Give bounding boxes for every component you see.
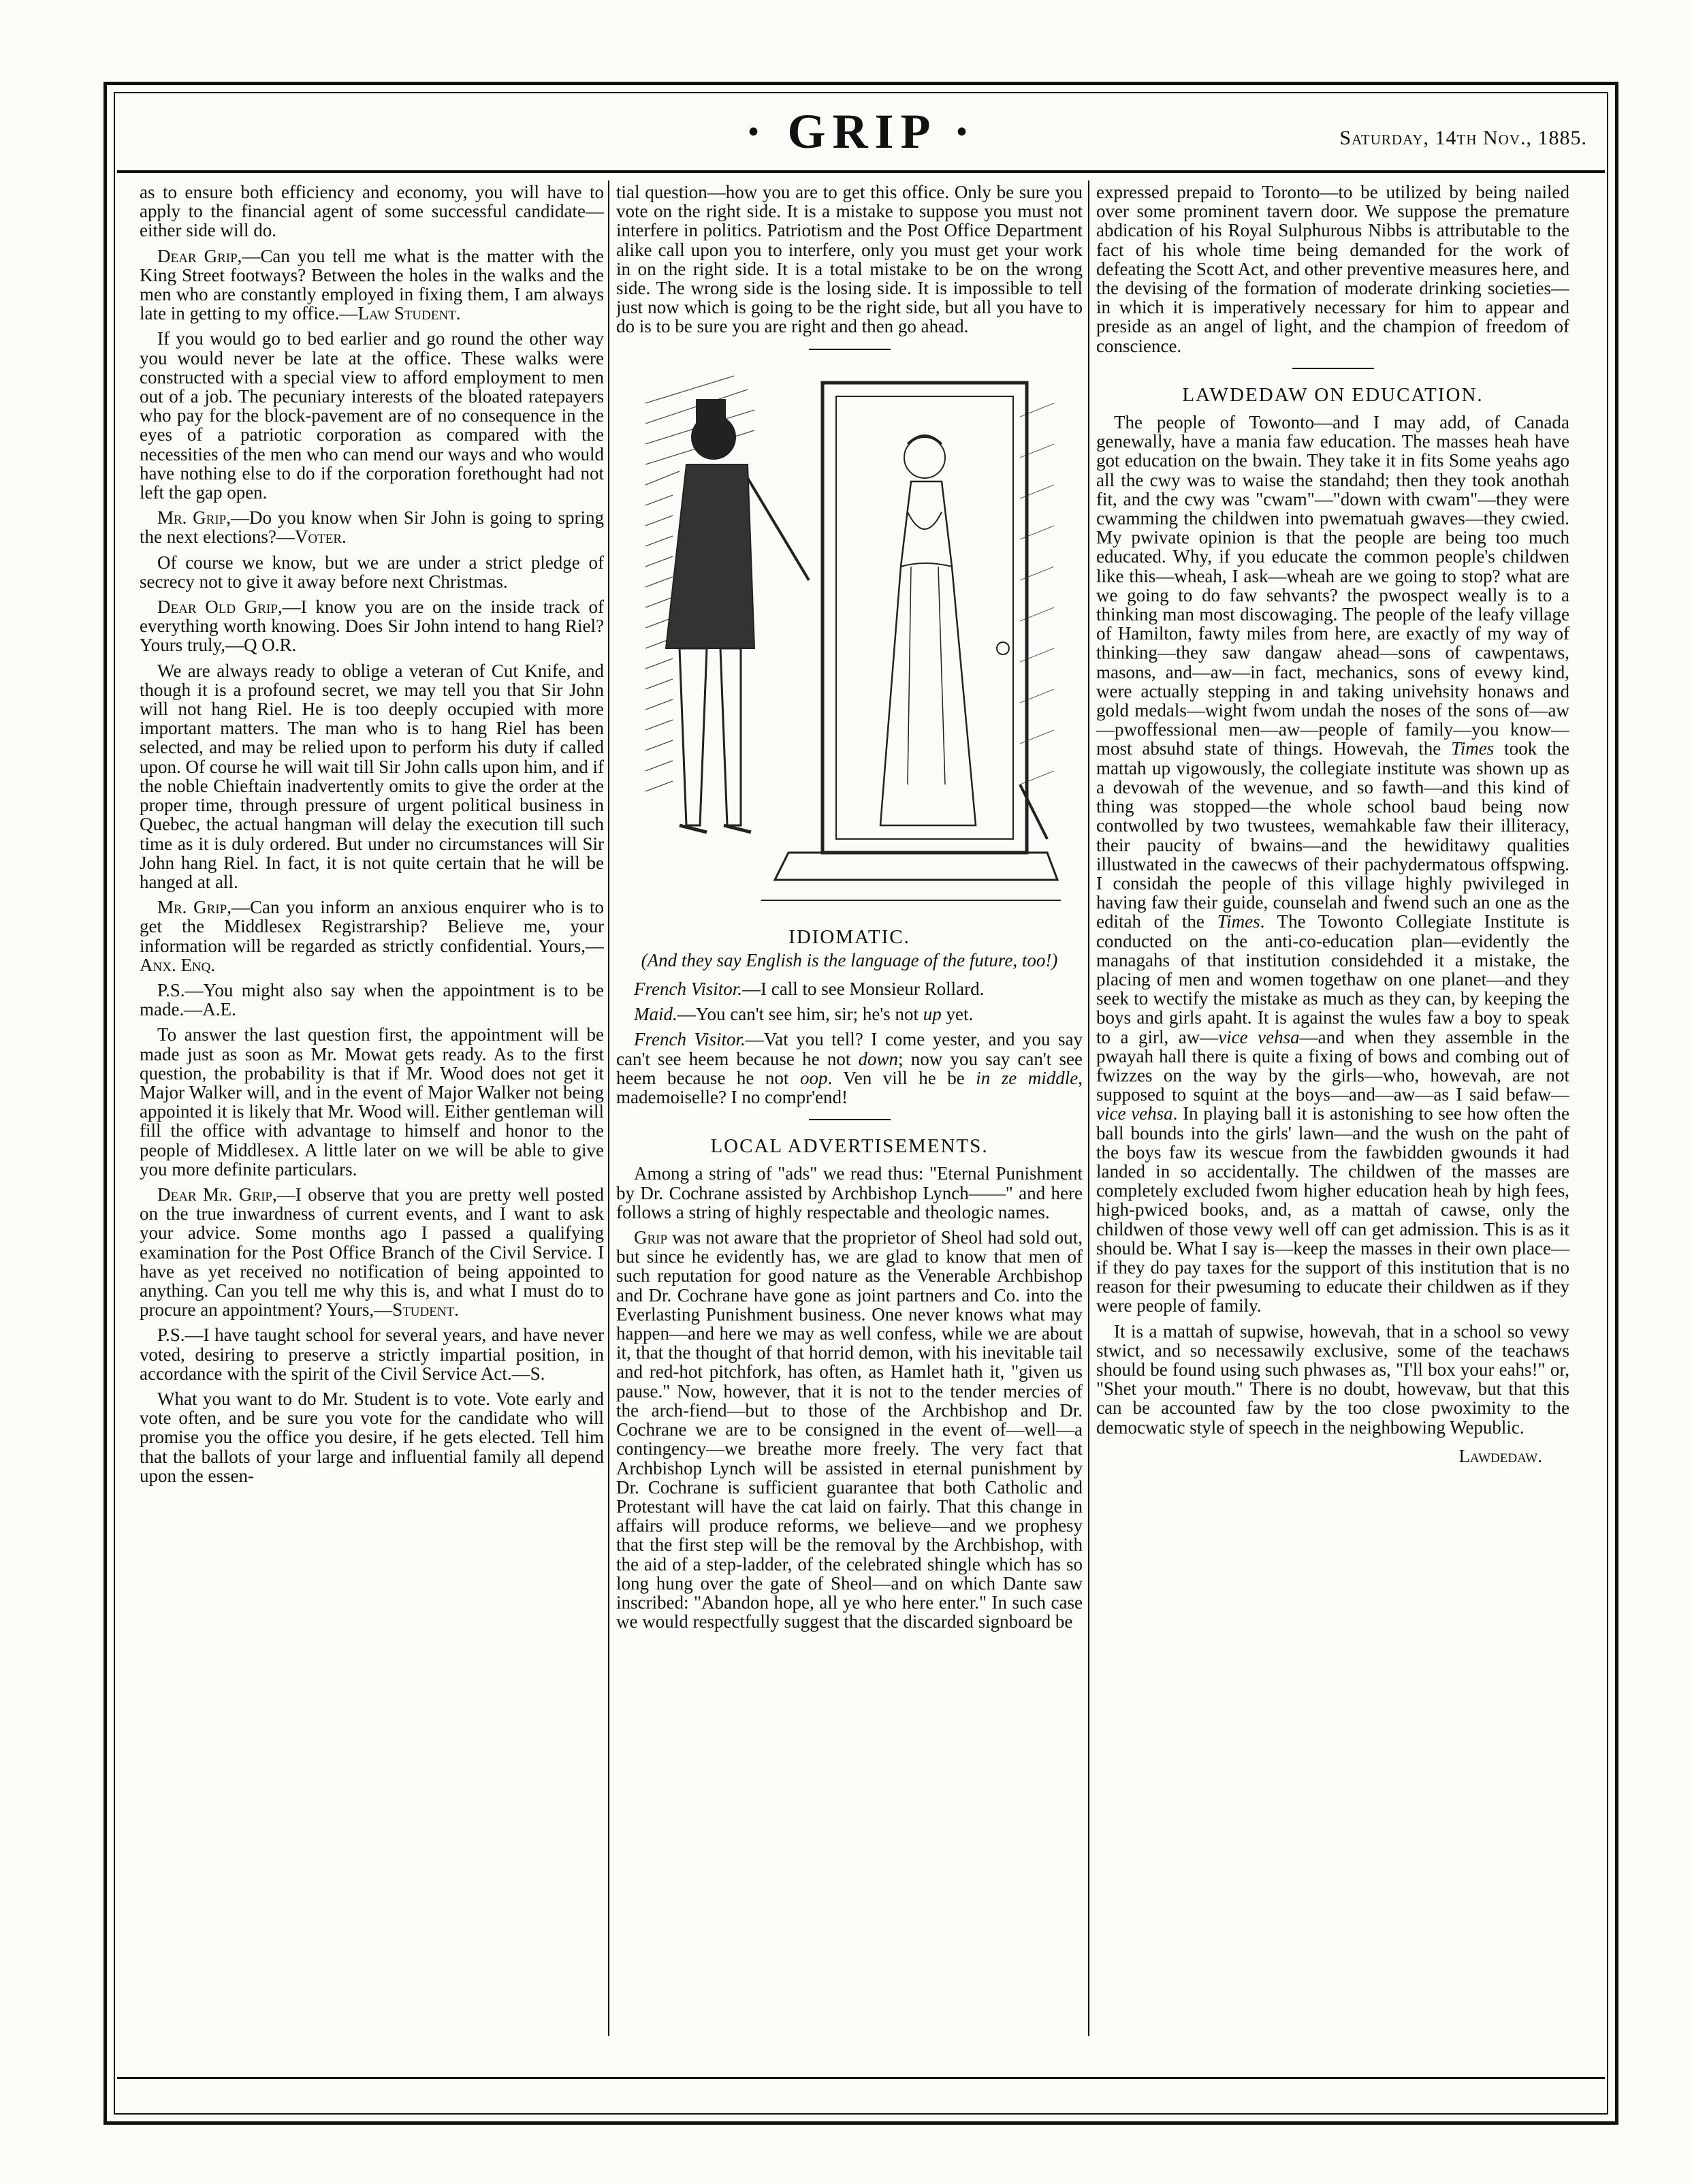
emphasis: in ze middle (976, 1067, 1079, 1088)
reply: To answer the last question first, the appointment will be made just as soon as Mr. Mowat gets ready. As to the first question, the probability is that if Mr. Wood does not get it Major Walker will, and in the event of Major Walker not being appointed it is likely that Mr. Wood will. Either gentleman will fill the office with advantage to himself and honor to the people of Middlesex. A little later on we will be able to give you more definite particulars. (140, 1024, 604, 1180)
speech: —You can't see him, sir; he's not (677, 1004, 923, 1025)
section-heading: LOCAL ADVERTISEMENTS. (710, 1135, 989, 1158)
paragraph (1096, 413, 1569, 1316)
paragraph: expressed prepaid to Toronto—to be utilized by being nailed over some prominent tavern door. We suppose the premature abdication of his Royal Sulphurous Nibbs is attributable to the fact of his whole time being demanded for the work of defeating the Scott Act, and other preventive measures here, and the devising of the formation of moderate drinking societies—in which it is imperatively necessary for him to appear and preside as an angel of light, and the champion of freedom of conscience. (1096, 183, 1569, 356)
paragraph-text: was not aware that the proprietor of Sheol had sold out, but since he evidently has, we are glad to know that men of such reputation for good nature as the Venerable Archbishop and Dr. Cochrane have gone as joint partners and Co. into the Everlasting Punishment business. One never knows what may happen—and here we may as well confess, while we are about it, that the thought of that horrid demon, with his inevitable tail and red-hot pitchfork, has often, as Hamlet hath it, "given us pause." Now, however, that it is not to the tender mercies of the arch-fiend—but to those of the Archbishop and Dr. Cochrane we are to be consigned in the event of—well—a contingency—we breathe more freely. The very fact that Archbishop Lynch will be assisted in eternal punishment by Dr. Cochrane is sufficient guarantee that both Catholic and Protestant will have the cat laid on fairly. That this change in affairs will produce reforms, we believe—and we prophesy that the first step will be the removal by the Archbishop, with the aid of a step-ladder, of the celebrated shingle which has so long hung over the gate of Sheol—and on which Dante saw inscribed: "Abandon hope, all ye who here enter." In such case we would respectfully suggest that the discarded signboard be (616, 1227, 1083, 1632)
emphasis: vice vehsa (1218, 1026, 1300, 1047)
dialogue-line (616, 979, 1083, 998)
salutation: Dear Grip, (157, 245, 242, 266)
speaker: French Visitor. (634, 1029, 746, 1050)
paragraph: tial question—how you are to get this office. Only be sure you vote on the right side. It is a mistake to suppose you must not interfere in politics. Patriotism and the Post Office Department alike call upon you to interfere, only you must get your work in on the right side. It is a total mistake to be on the wrong side. The wrong side is the losing side. It is impossible to tell just now which is going to be the right side, but all you have to do is to be sure you are right and then go ahead. (616, 183, 1083, 337)
emphasis: vice vehsa (1096, 1103, 1173, 1124)
byline-signature: Lawdedaw. (1458, 1445, 1542, 1466)
speech: —Vat you tell? I come yester, and you say can't see heem because he not (616, 1029, 1083, 1069)
letter-body: —I observe that you are pretty well posted on the true inwardness of current events, and I want to ask your advice. Some months ago I passed a qualifying examination for the Post Office Branch of the Civil Service. I have as yet received no notification of being appointed to anything. Can you tell me why this is, and what I must do to procure an appointment? Yours,— (140, 1184, 604, 1320)
reply: Of course we know, but we are under a strict pledge of secrecy not to give it away before next Christmas. (140, 552, 604, 592)
illustration-subtitle: (And they say English is the language of the future, too!) (641, 949, 1058, 970)
salutation: Mr. Grip, (157, 507, 231, 528)
illustration-title: IDIOMATIC. (788, 925, 910, 948)
reply: We are always ready to oblige a veteran of Cut Knife, and though it is a profound secret, we may tell you that Sir John will not hang Riel. He is too deeply occupied with more important matters. The man who is to hang Riel has been selected, and may be relied upon to perform his duty if called upon. Of course he will wait till Sir John calls upon him, and if the noble Chieftain inadvertently omits to give the order at the proper time, through pressure of urgent political business in Quebec, the actual hangman will delay the execution till such time as it is duly ordered. But under no circumstances will Sir John hang Riel. In fact, it is not quite certain that he will be hanged at all. (140, 660, 604, 892)
speaker: Maid. (634, 1004, 677, 1025)
engraving-doorway-visitor-maid-icon (639, 362, 1061, 921)
reply: If you would go to bed earlier and go round the other way you would never be late at the office. These walks were constructed with a special view to afford employment to men out of a job. The pecuniary interests of the bloated ratepayers who pay for the block-pavement are of no consequence in the eyes of a patriotic corporation as compared with the necessities of the men who can mend our ways and who would have nothing else to do if the corporation forethought had not left the gap open. (140, 328, 604, 503)
salutation: Mr. Grip, (157, 897, 232, 918)
letter-body: —Do you know when Sir John is going to spring the next elections?— (140, 507, 604, 548)
section-divider (1292, 368, 1374, 369)
emphasis: down (858, 1048, 899, 1069)
letter (140, 508, 604, 546)
column-rule-1 (608, 180, 609, 2036)
speaker: French Visitor. (634, 979, 742, 1000)
paragraph-text: . The Towonto Collegiate Institute is conducted on the anti-co-education plan—evidently the managahs of that institution considehded it a mistake, the placing of men and women togethaw on one planet—and they seek to wectify the mistake as much as they can, by keeping the boys and girls apaht. It is against the wules faw a boy to speak to a girl, aw— (1096, 911, 1569, 1047)
section-divider (809, 349, 891, 350)
dialogue-line (616, 1004, 1083, 1024)
paragraph: It is a mattah of supwise, howevah, that in a school so vewy stwict, and so necessawily exclusive, some of the teachaws should be found using such phwases as, "I'll box your eahs!" or, "Shet your mouth." There is no doubt, howevaw, but that this can be accounted faw by the too close pwoximity to the democwatic style of speech in the neighbowing Wepublic. (1096, 1320, 1569, 1438)
issue-date: Saturday, 14th Nov., 1885. (1339, 127, 1587, 149)
postscript: P.S.—I have taught school for several years, and have never voted, desiring to preserve a strictly impartial position, in accordance with the spirit of the Civil Service Act.—S. (140, 1325, 604, 1384)
column-rule-2 (1088, 180, 1089, 2036)
speech: . Ven vill he be (827, 1067, 976, 1088)
paragraph (616, 1228, 1083, 1631)
reply: What you want to do Mr. Student is to vote. Vote early and vote often, and be sure you vote for the candidate who will promise you the office you desire, if he gets elected. Tell him that the ballots of your large and influential family all depend upon the essen- (140, 1388, 604, 1486)
speech: yet. (941, 1004, 974, 1025)
newspaper-name: Times (1451, 738, 1495, 759)
salutation: Dear Mr. Grip, (157, 1184, 277, 1205)
letter-signature: Anx. Enq. (140, 954, 216, 975)
bottom-rule (117, 2077, 1605, 2079)
letter (140, 597, 604, 655)
letter-signature: Student. (392, 1299, 459, 1320)
emphasis: oop (799, 1067, 828, 1088)
letter-body: —Can you inform an anxious enquirer who is to get the Middlesex Registrarship? Believe me, your information will be regarded as strictly confidential. Yours,— (140, 897, 604, 956)
column-3 (1096, 183, 1569, 2035)
emphasis: up (923, 1004, 942, 1025)
publication-name: Grip (634, 1227, 668, 1248)
section-heading: LAWDEDAW ON EDUCATION. (1182, 383, 1484, 406)
column-2 (616, 183, 1083, 2035)
speech: , mademoiselle? I no compr'end! (616, 1067, 1083, 1108)
paragraph-text: took the mattah up vigowously, the collegiate institute was shown up as a devowah of the wevenue, and so fawth—and this kind of thing was stopped—the whole school baud being now contwolled by two twustees, wemahkable faw their illiteracy, their paucity of bwains—and the hewiditawy qualities illustwated in the cawecws of their pachydermatous offspwing. I considah the people of this village highly pwivileged in having faw their guide, counselah and fwend such an one as the editah of the (1096, 738, 1569, 932)
speech: ; now you say can't see heem because he not (616, 1048, 1083, 1088)
paragraph: Among a string of "ads" we read thus: "Eternal Punishment by Dr. Cochrane assisted by Archbishop Lynch——" and here follows a string of highly respectable and theologic names. (616, 1163, 1083, 1222)
letter-signature: Voter. (294, 526, 347, 548)
letter (140, 1185, 604, 1319)
letter-body: —I know you are on the inside track of everything worth knowing. Does Sir John intend to hang Riel? Yours truly,—Q O.R. (140, 597, 604, 656)
paragraph-text: —and when they assemble in the pwayah hall there is quite a fixing of bows and combing out of fwizzes on the way by the girls—who, howevah, are not supposed to squint at the boys—and—aw—as I said befaw— (1096, 1026, 1569, 1105)
postscript: P.S.—You might also say when the appointment is to be made.—A.E. (140, 979, 604, 1020)
dialogue-line (616, 1030, 1083, 1107)
speech: —I call to see Monsieur Rollard. (741, 979, 985, 1000)
masthead-title: · GRIP · (745, 104, 977, 159)
letter-signature: Law Student. (357, 303, 461, 324)
column-1 (140, 183, 604, 2035)
letter (140, 247, 604, 323)
paragraph-text: . In playing ball it is astonishing to see how often the ball bounds into the girls' lawn—and the wush on the paht of the boys faw its wescue from the fawbidden gwounds it had landed in so accidentally. The childwen of the masses are completely excluded fwom higher education heah by high fees, high-pwiced books, and, as a mattah of cawse, only the childwen of those vewy well off can get admission. This is as it should be. What I say is—keep the masses in their own place—if they do pay taxes for the support of this institution that is no reason for their pwesuming to educate their childwen as if they were people of family. (1096, 1103, 1569, 1316)
paragraph-text: The people of Towonto—and I may add, of Canada genewally, have a mania faw education. The masses heah have got education on the bwain. They take it in fits Some yeahs ago all the cwy was to waise the standahd; then they took anothah fit, and the cwy was "cwam"—"down with cwam"—they were cwamming the childwen into pwematuah gwaves—they cwied. My pwivate opinion is that the people are being too much educated. Why, if you educate the common people's childwen like this—wheah, I ask—wheah are we going to stop? what are we going to do faw sehvants? the pwospect weally is to a thinking man most discowaging. The people of the leafy village of Hamilton, fawty miles from here, are exactly of my way of thinking—they saw dangaw ahead—sons of cawpentaws, masons, and—aw—in fact, mechanics, sons of evewy kind, were actually stepping in and taking univehsity honaws and gold medals—wight fwom undah the noses of the sons of—aw—pwoffessional men—aw—people of family—you know—most absuhd state of things. Howevah, the (1096, 412, 1569, 759)
salutation: Dear Old Grip, (157, 597, 283, 618)
letter (140, 898, 604, 975)
paragraph: as to ensure both efficiency and economy, you will have to apply to the financial agent of some successful candidate—either side will do. (140, 183, 604, 241)
newspaper-name: Times (1217, 911, 1260, 932)
letter-body: —Can you tell me what is the matter with the King Street footways? Between the holes in the walks and the men who are constantly employed in fixing them, I am always late in getting to my office.— (140, 245, 604, 324)
masthead (117, 95, 1605, 173)
section-divider (809, 1119, 891, 1120)
